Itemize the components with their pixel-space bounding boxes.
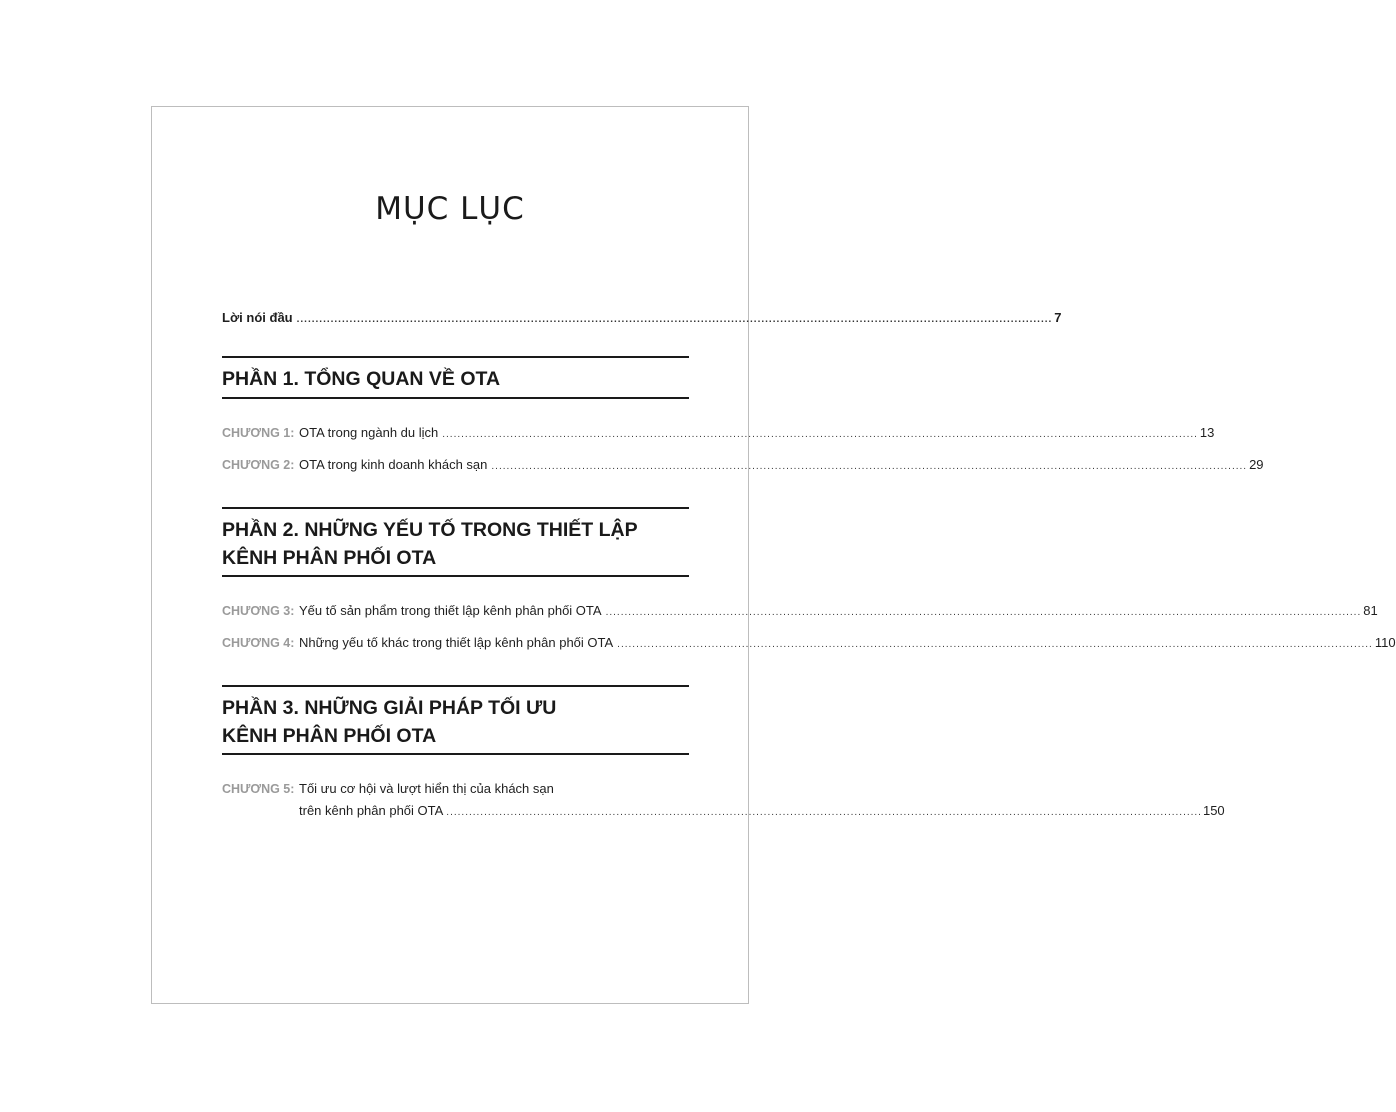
part-heading-2	[222, 507, 689, 577]
chapter-5-tag: CHƯƠNG 5:	[222, 782, 295, 796]
part-2-title: PHẦN 2. NHỮNG YẾU TỐ TRONG THIẾT LẬP KÊNH PHÂN PHỐI OTA	[222, 519, 638, 569]
part-1-title: PHẦN 1. TỔNG QUAN VỀ OTA	[222, 368, 501, 390]
dot-leader: ........................................................................................................................................................................................................	[442, 429, 1198, 440]
toc-entry-chapter-4	[222, 635, 1396, 650]
chapter-4-tag: CHƯƠNG 4:	[222, 636, 295, 650]
chapter-5-title-line-1: Tối ưu cơ hội và lượt hiển thị của khách sạn	[299, 781, 554, 796]
dot-leader: ........................................................................................................................................................................................................	[491, 461, 1248, 472]
toc-entry-chapter-1	[222, 425, 1215, 440]
dot-leader: ........................................................................................................................................................................................................	[605, 607, 1362, 618]
dot-leader: ........................................................................................................................................................................................................	[617, 639, 1373, 650]
part-heading-1	[222, 356, 689, 399]
dot-leader: ........................................................................................................................................................................................................	[446, 807, 1202, 818]
chapter-4-title: Những yếu tố khác trong thiết lập kênh phân phối OTA	[299, 635, 614, 650]
part-heading-3	[222, 685, 689, 755]
part-3-title: PHẦN 3. NHỮNG GIẢI PHÁP TỐI ƯU KÊNH PHÂN PHỐI OTA	[222, 697, 557, 747]
chapter-2-page-number: 29	[1249, 457, 1264, 472]
book-page	[151, 106, 1396, 1004]
chapter-1-tag: CHƯƠNG 1:	[222, 426, 295, 440]
toc-entry-chapter-2	[222, 457, 1264, 472]
chapter-1-title: OTA trong ngành du lịch	[299, 425, 439, 440]
toc-entry-chapter-5-continued	[299, 803, 1225, 818]
chapter-4-page-number: 110	[1374, 635, 1396, 650]
chapter-3-tag: CHƯƠNG 3:	[222, 604, 295, 618]
chapter-3-title: Yếu tố sản phẩm trong thiết lập kênh phân phối OTA	[299, 603, 602, 618]
toc-entry-chapter-5	[222, 781, 687, 796]
toc-entry-chapter-3	[222, 603, 1378, 618]
toc-entry-preface	[222, 310, 1062, 325]
dot-leader: ........................................................................................................................................................................................................	[296, 314, 1053, 325]
preface-page-number: 7	[1054, 310, 1062, 325]
chapter-2-tag: CHƯƠNG 2:	[222, 458, 295, 472]
chapter-5-title-line-2: trên kênh phân phối OTA	[299, 803, 444, 818]
chapter-3-page-number: 81	[1363, 603, 1378, 618]
chapter-2-title: OTA trong kinh doanh khách sạn	[299, 457, 488, 472]
preface-label: Lời nói đầu	[222, 310, 293, 325]
chapter-1-page-number: 13	[1199, 425, 1215, 440]
chapter-5-page-number: 150	[1202, 803, 1225, 818]
toc-title: MỤC LỤC	[375, 191, 525, 227]
